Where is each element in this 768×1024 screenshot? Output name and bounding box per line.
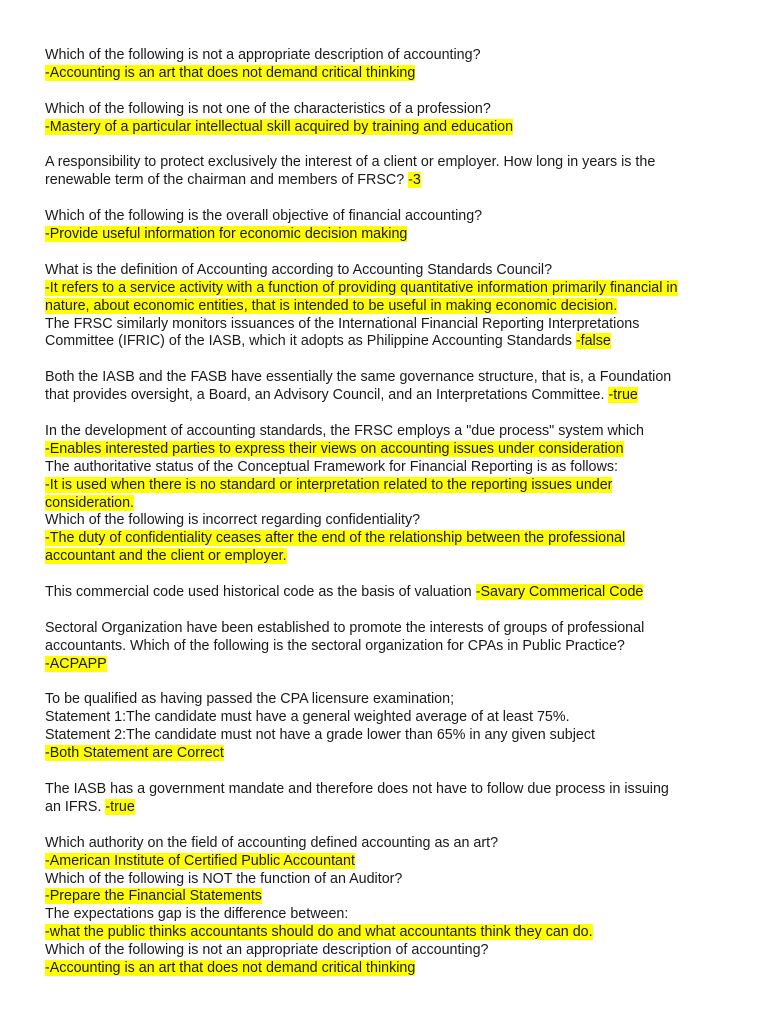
question-text: The FRSC similarly monitors issuances of the International Financial Reporting Interpretations [45, 315, 640, 332]
question-text: Sectoral Organization have been established to promote the interests of groups of professional [45, 619, 645, 636]
qa-item-3 [45, 154, 718, 190]
qa-item-12 [45, 620, 718, 674]
question-text: Which of the following is not an appropriate description of accounting? [45, 942, 489, 959]
qa-item-7 [45, 369, 718, 405]
qa-item-4 [45, 208, 718, 244]
question-text: This commercial code used historical code as the basis of valuation [45, 584, 472, 601]
answer-highlight: -Provide useful information for economic decision making [45, 226, 408, 243]
question-text: What is the definition of Accounting according to Accounting Standards Council? [45, 261, 553, 278]
question-text: Committee (IFRIC) of the IASB, which it adopts as Philippine Accounting Standards [45, 333, 572, 350]
question-text: Which of the following is incorrect regarding confidentiality? [45, 512, 421, 529]
question-text: Which of the following is the overall objective of financial accounting? [45, 208, 483, 225]
answer-highlight: -what the public thinks accountants should do and what accountants think they can do. [45, 924, 593, 941]
question-text: To be qualified as having passed the CPA licensure examination; [45, 691, 455, 708]
answer-highlight: -The duty of confidentiality ceases after the end of the relationship between the professional [45, 530, 626, 547]
question-text: renewable term of the chairman and members of FRSC? [45, 172, 405, 189]
question-text: Which of the following is not a appropriate description of accounting? [45, 47, 481, 63]
answer-highlight: -false [575, 333, 611, 350]
answer-highlight: -true [105, 798, 135, 815]
answer-highlight: -3 [408, 172, 421, 189]
answer-highlight: -Mastery of a particular intellectual skill acquired by training and education [45, 118, 514, 135]
qa-item-15 [45, 835, 718, 978]
answer-highlight: -Enables interested parties to express their views on accounting issues under consideration [45, 440, 624, 457]
question-text: The authoritative status of the Conceptual Framework for Financial Reporting is as follows: [45, 458, 618, 475]
answer-highlight: -Both Statement are Correct [45, 745, 224, 762]
answer-highlight: consideration. [45, 494, 135, 511]
question-text: accountants. Which of the following is the sectoral organization for CPAs in Public Practice? [45, 637, 625, 654]
answer-highlight: nature, about economic entities, that is intended to be useful in making economic decision. [45, 297, 618, 314]
answer-highlight: -Savary Commerical Code [475, 584, 644, 601]
question-text: Which authority on the field of accounting defined accounting as an art? [45, 834, 499, 851]
question-text: Statement 1:The candidate must have a general weighted average of at least 75%. [45, 709, 570, 726]
answer-highlight: -true [608, 387, 638, 404]
question-text: The expectations gap is the difference between: [45, 906, 349, 923]
answer-highlight: accountant and the client or employer. [45, 548, 287, 565]
question-text: Statement 2:The candidate must not have a grade lower than 65% in any given subject [45, 727, 595, 744]
question-text: A responsibility to protect exclusively the interest of a client or employer. How long in years is the [45, 154, 656, 171]
qa-item-1 [45, 47, 718, 83]
question-text: Which of the following is not one of the characteristics of a profession? [45, 100, 491, 117]
answer-highlight: -It is used when there is no standard or interpretation related to the reporting issues under [45, 476, 613, 493]
answer-highlight: -Accounting is an art that does not demand critical thinking [45, 64, 416, 81]
answer-highlight: -It refers to a service activity with a function of providing quantitative information primarily financial in [45, 279, 678, 296]
answer-highlight: -American Institute of Certified Public Accountant [45, 852, 355, 869]
question-text: In the development of accounting standards, the FRSC employs a "due process" system which [45, 422, 645, 439]
qa-item-13 [45, 691, 718, 763]
qa-item-5 [45, 262, 718, 352]
question-text: Both the IASB and the FASB have essentially the same governance structure, that is, a Foundation [45, 369, 672, 386]
answer-highlight: -ACPAPP [45, 655, 107, 672]
qa-item-11 [45, 584, 718, 602]
question-text: The IASB has a government mandate and therefore does not have to follow due process in issuing [45, 781, 669, 797]
answer-highlight: -Prepare the Financial Statements [45, 888, 262, 905]
qa-item-8 [45, 423, 718, 566]
question-text: Which of the following is NOT the function of an Auditor? [45, 870, 403, 887]
qa-item-14 [45, 781, 718, 817]
question-text: an IFRS. [45, 798, 102, 815]
question-text: that provides oversight, a Board, an Advisory Council, and an Interpretations Committee. [45, 387, 605, 404]
answer-highlight: -Accounting is an art that does not demand critical thinking [45, 960, 416, 977]
qa-item-2 [45, 101, 718, 137]
